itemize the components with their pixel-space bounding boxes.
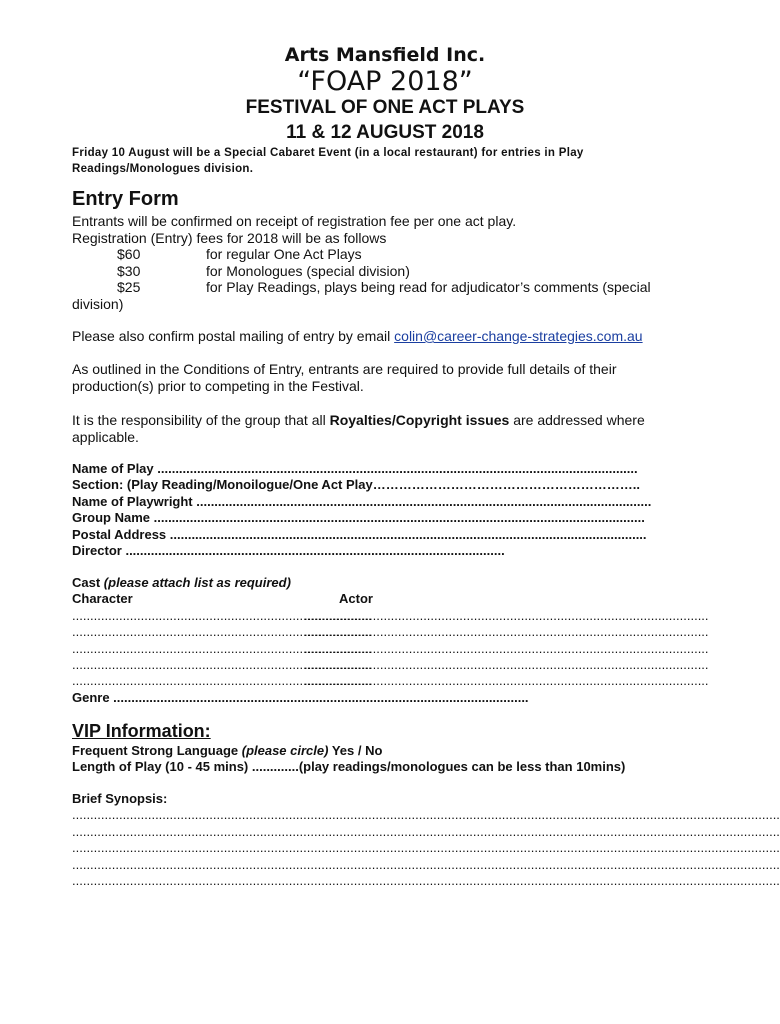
royalty-bold: Royalties/Copyright issues [329,412,510,428]
character-field[interactable]: ................................................................................... [72,624,372,640]
synopsis-line[interactable]: .................................................................................................................................................................................................... [72,840,780,856]
fee-description: for regular One Act Plays [206,246,362,262]
cast-row [72,607,709,624]
email-link[interactable]: colin@career-change-strategies.com.au [394,328,643,344]
fee-description: for Monologues (special division) [206,262,410,279]
fee-wrap-text: division) [72,295,124,312]
synopsis-line[interactable]: .................................................................................................................................................................................................... [72,856,780,872]
royalty-text [72,412,652,445]
entry-form-heading: Entry Form [72,188,179,210]
playwright-field[interactable]: Name of Playwright .............................................................................................................................. [72,493,652,509]
synopsis-line[interactable]: .................................................................................................................................................................................................... [72,823,780,839]
actor-header: Actor [339,591,373,607]
character-field[interactable]: ................................................................................... [72,673,372,689]
character-field[interactable]: ................................................................................... [72,640,372,656]
cast-row [72,673,709,689]
cast-section [72,575,709,706]
fees-section [72,213,692,323]
fees-intro-text: Registration (Entry) fees for 2018 will be as follows [72,229,387,246]
strong-language-hint: (please circle) [241,743,329,758]
email-prefix: Please also confirm postal mailing of entry by email [72,328,395,344]
cast-row [72,624,709,640]
name-of-play-field[interactable]: Name of Play ..................................................................................................................................... [72,461,638,476]
conditions-text: As outlined in the Conditions of Entry, entrants are required to provide full details of their production(s) prior to competing in the Festival. [72,361,617,394]
actor-field[interactable]: ................................................................................................................ [304,673,709,689]
group-name-field[interactable]: Group Name ........................................................................................................................................ [72,510,645,526]
festival-dates: 11 & 12 AUGUST 2018 [286,122,484,143]
strong-language-question [72,743,692,759]
fee-amount: $25 [117,279,141,295]
vip-section [72,743,692,776]
genre-field[interactable]: Genre ................................................................................................................... [72,689,529,705]
cast-column-headers [72,591,692,607]
fee-amount: $30 [117,262,141,279]
organization-title: Arts Mansfield Inc. [284,44,486,66]
play-details-fields [72,461,692,559]
director-field[interactable]: Director ......................................................................................................... [72,543,505,559]
royalty-pre: It is the responsibility of the group that all [72,412,330,428]
character-field[interactable]: ................................................................................... [72,656,372,672]
festival-title: FESTIVAL OF ONE ACT PLAYS [245,97,525,118]
synopsis-line[interactable]: .................................................................................................................................................................................................... [72,873,780,889]
actor-field[interactable]: ................................................................................................................ [304,607,709,623]
cast-heading-bold: Cast [72,575,104,590]
actor-field[interactable]: ................................................................................................................ [304,656,709,672]
character-header: Character [72,591,133,607]
synopsis-line[interactable]: .................................................................................................................................................................................................... [72,807,780,823]
synopsis-heading: Brief Synopsis: [72,791,168,806]
postal-address-field[interactable]: Postal Address .................................................................................................................................... [72,526,647,542]
section-field[interactable]: Section: (Play Reading/Monoilogue/One Act Play…………………………………………………….. [72,477,640,493]
actor-field[interactable]: ................................................................................................................ [304,640,709,656]
royalty-post: are addressed where applicable. [72,412,645,445]
character-field[interactable]: ................................................................................... [72,607,372,623]
cabaret-note: Friday 10 August will be a Special Cabaret Event (in a local restaurant) for entries in Play Readings/Monologues division. [72,147,584,175]
cast-heading-note: (please attach list as required) [103,575,291,590]
strong-language-options[interactable]: Yes / No [328,743,383,758]
event-title: “FOAP 2018” [297,66,473,97]
email-instruction [72,328,692,345]
fee-amount: $60 [117,246,141,262]
fee-description: for Play Readings, plays being read for adjudicator’s comments (special [206,279,651,295]
vip-heading: VIP Information: [72,721,211,741]
confirmation-text: Entrants will be confirmed on receipt of registration fee per one act play. [72,213,517,229]
strong-language-label: Frequent Strong Language [72,743,242,758]
cast-heading [72,575,692,591]
synopsis-section [72,791,780,889]
cast-row [72,656,709,673]
length-of-play-field[interactable]: Length of Play (10 - 45 mins) .............(play readings/monologues can be less than 10mins) [72,759,626,775]
actor-field[interactable]: ................................................................................................................ [304,624,709,640]
cast-row [72,640,709,657]
